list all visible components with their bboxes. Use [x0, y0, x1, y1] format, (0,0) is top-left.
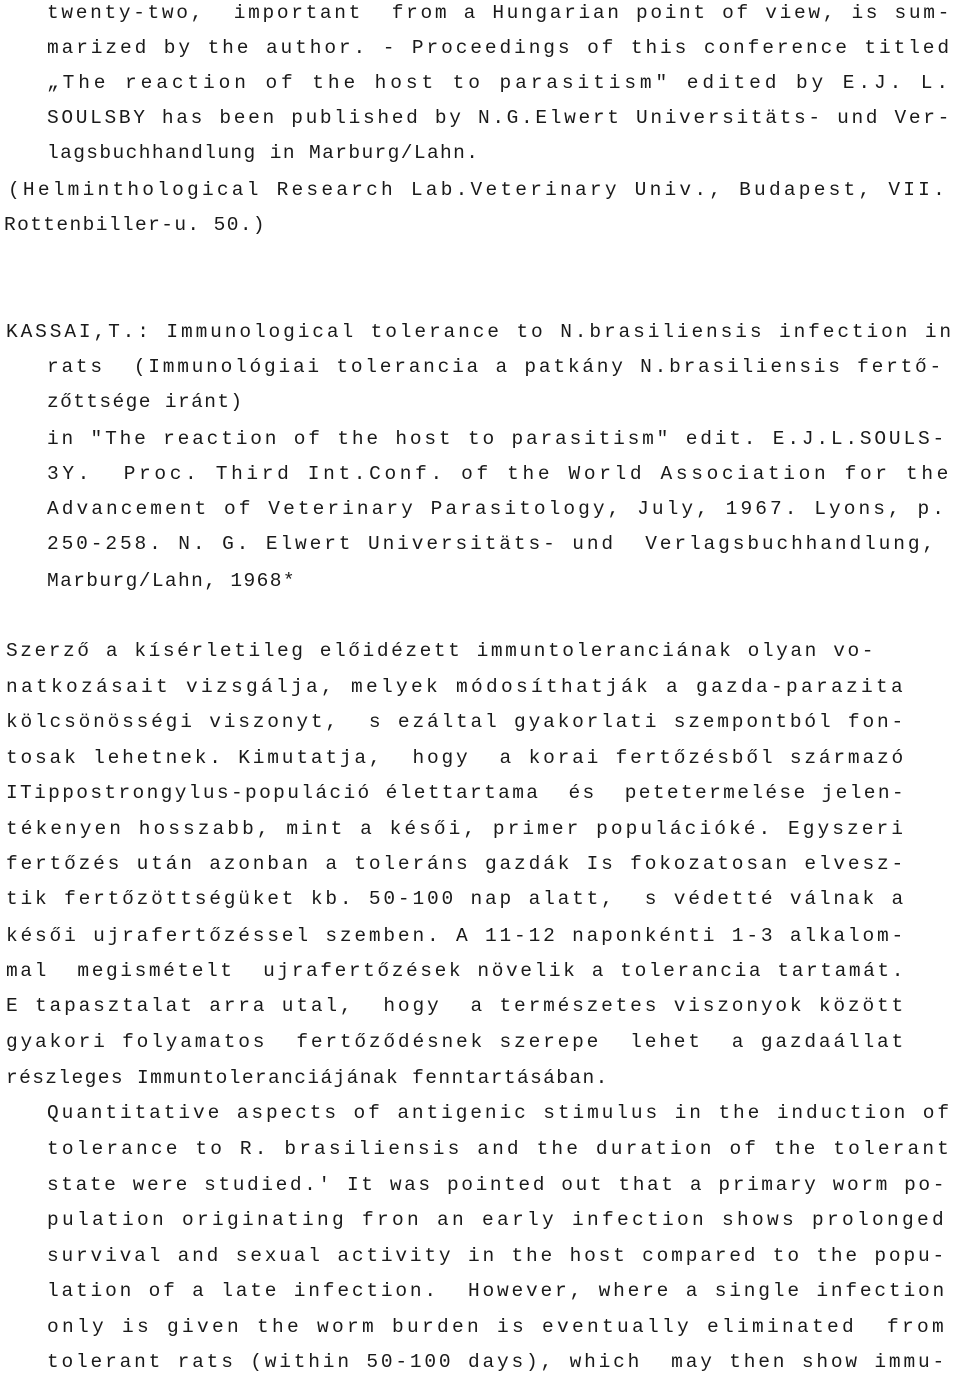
- text-line: state were studied.' It was pointed out that a primary worm po-: [47, 1174, 947, 1196]
- text-line: Quantitative aspects of antigenic stimulus in the induction of: [47, 1102, 952, 1124]
- text-line: mal megismételt ujrafertőzések növelik a tolerancia tartamát.: [6, 960, 906, 982]
- text-line: SOULSBY has been published by N.G.Elwert Universitäts- und Ver-: [47, 107, 952, 129]
- text-line: tik fertőzöttségüket kb. 50-100 nap alatt, s védetté válnak a: [6, 888, 906, 910]
- text-line: tosak lehetnek. Kimutatja, hogy a korai fertőzésből származó: [6, 747, 906, 769]
- text-line: pulation originating fron an early infection shows prolonged: [47, 1209, 947, 1231]
- text-line: gyakori folyamatos fertőződésnek szerepe lehet a gazdaállat: [6, 1031, 906, 1053]
- text-line: Rottenbiller-u. 50.): [4, 214, 267, 236]
- text-line: kölcsönösségi viszonyt, s ezáltal gyakorlati szempontból fon-: [6, 711, 906, 733]
- text-line: tolerance to R. brasiliensis and the duration of the tolerant: [47, 1138, 952, 1160]
- text-line: E tapasztalat arra utal, hogy a természetes viszonyok között: [6, 995, 906, 1017]
- text-line: késői ujrafertőzéssel szemben. A 11-12 naponkénti 1-3 alkalom-: [6, 925, 906, 947]
- text-line: „The reaction of the host to parasitism" edited by E.J. L.: [47, 72, 952, 94]
- text-line: tolerant rats (within 50-100 days), which may then show immu-: [47, 1351, 947, 1373]
- text-line: only is given the worm burden is eventually eliminated from: [47, 1316, 947, 1338]
- text-line: natkozásait vizsgálja, melyek módosíthatják a gazda-parazita: [6, 676, 906, 698]
- text-line: Marburg/Lahn, 1968*: [47, 570, 296, 592]
- text-line: survival and sexual activity in the host compared to the popu-: [47, 1245, 947, 1267]
- text-line: zőttsége iránt): [47, 391, 244, 413]
- text-line: in "The reaction of the host to parasitism" edit. E.J.L.SOULS-: [47, 428, 947, 450]
- text-line: ITippostrongylus-populáció élettartama és petetermelése jelen-: [6, 782, 906, 804]
- text-line: lation of a late infection. However, where a single infection: [47, 1280, 947, 1302]
- text-line: twenty-two, important from a Hungarian point of view, is sum-: [47, 2, 952, 24]
- text-line: marized by the author. - Proceedings of this conference titled: [47, 37, 952, 59]
- text-line: lagsbuchhandlung in Marburg/Lahn.: [47, 142, 480, 164]
- text-line: (Helminthological Research Lab.Veterinary Univ., Budapest, VII.: [8, 179, 948, 201]
- text-line: tékenyen hosszabb, mint a késői, primer populációké. Egyszeri: [6, 818, 906, 840]
- citation-heading: KASSAI,T.: Immunological tolerance to N.brasiliensis infection in: [6, 321, 954, 343]
- text-line: Advancement of Veterinary Parasitology, July, 1967. Lyons, p.: [47, 498, 947, 520]
- text-line: 250-258. N. G. Elwert Universitäts- und Verlagsbuchhandlung,: [47, 533, 937, 555]
- text-line: fertőzés után azonban a toleráns gazdák Is fokozatosan elvesz-: [6, 853, 906, 875]
- text-line: Szerző a kísérletileg előidézett immuntoleranciának olyan vo-: [6, 640, 876, 662]
- text-line: részleges Immuntoleranciájának fenntartásában.: [6, 1067, 609, 1089]
- text-line: rats (Immunológiai tolerancia a patkány N.brasiliensis fertő-: [47, 356, 944, 378]
- text-line: 3Y. Proc. Third Int.Conf. of the World Association for the: [47, 463, 952, 485]
